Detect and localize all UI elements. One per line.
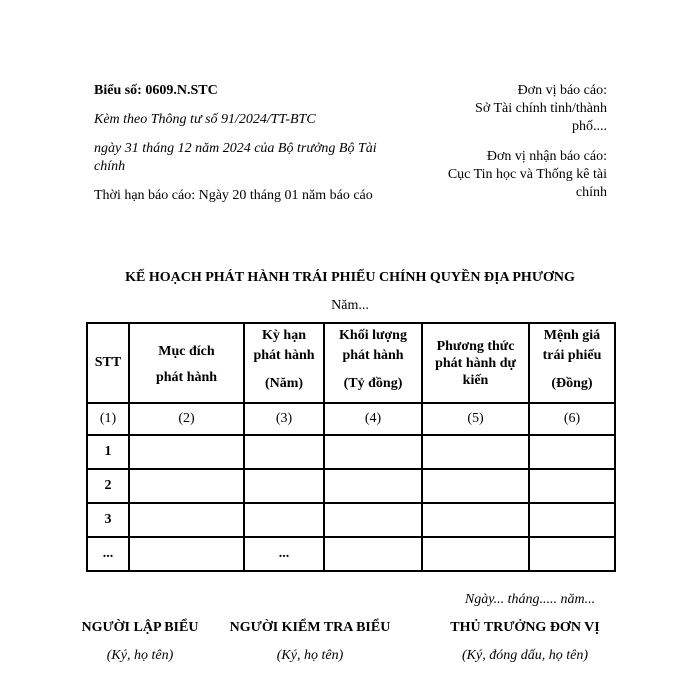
cell-volume[interactable] xyxy=(324,503,422,537)
header-purpose: Mục đích phát hành xyxy=(129,323,244,403)
signer-preparer-note: (Ký, họ tên) xyxy=(106,648,174,663)
header-par-value: Mệnh giá trái phiếu (Đồng) xyxy=(529,323,615,403)
circular-date: ngày 31 tháng 12 năm 2024 của Bộ trưởng Bộ Tài chính xyxy=(94,141,377,174)
column-number: (5) xyxy=(422,403,529,435)
column-number: (1) xyxy=(87,403,129,435)
table-row xyxy=(87,503,615,537)
cell-par-value[interactable] xyxy=(529,469,615,503)
header-volume: Khối lượng phát hành (Tỷ đồng) xyxy=(324,323,422,403)
cell-term[interactable]: ... xyxy=(244,537,324,571)
cell-term[interactable] xyxy=(244,435,324,469)
signer-checker-note: (Ký, họ tên) xyxy=(276,648,344,663)
cell-par-value[interactable] xyxy=(529,435,615,469)
column-number: (4) xyxy=(324,403,422,435)
column-number: (2) xyxy=(129,403,244,435)
cell-purpose[interactable] xyxy=(129,435,244,469)
header-method: Phương thức phát hành dự kiến xyxy=(422,323,529,403)
row-stt: 3 xyxy=(87,503,129,537)
cell-term[interactable] xyxy=(244,469,324,503)
cell-term[interactable] xyxy=(244,503,324,537)
receiving-unit: Cục Tin học và Thống kê tài chính xyxy=(447,167,607,200)
report-deadline: Thời hạn báo cáo: Ngày 20 tháng 01 năm báo cáo xyxy=(94,188,373,203)
cell-volume[interactable] xyxy=(324,435,422,469)
table-row xyxy=(87,537,615,571)
signer-head-of-unit: THỦ TRƯỞNG ĐƠN VỊ xyxy=(450,620,600,635)
cell-method[interactable] xyxy=(422,503,529,537)
column-number: (6) xyxy=(529,403,615,435)
document-year: Năm... xyxy=(331,298,369,313)
row-stt: 1 xyxy=(87,435,129,469)
signature-date: Ngày... tháng..... năm... xyxy=(464,592,596,607)
cell-purpose[interactable] xyxy=(129,537,244,571)
row-stt: 2 xyxy=(87,469,129,503)
signer-preparer: NGƯỜI LẬP BIỂU xyxy=(81,620,199,635)
form-header-right xyxy=(407,82,607,202)
cell-par-value[interactable] xyxy=(529,537,615,571)
cell-purpose[interactable] xyxy=(129,469,244,503)
cell-volume[interactable] xyxy=(324,537,422,571)
bond-issuance-table xyxy=(86,322,616,572)
cell-method[interactable] xyxy=(422,537,529,571)
signer-head-of-unit-note: (Ký, đóng dấu, họ tên) xyxy=(462,648,588,663)
form-number: Biểu số: 0609.N.STC xyxy=(94,83,218,98)
reporting-unit-label: Đơn vị báo cáo: xyxy=(517,83,607,98)
cell-purpose[interactable] xyxy=(129,503,244,537)
reporting-unit: Sở Tài chính tỉnh/thành phố.... xyxy=(475,101,607,134)
cell-volume[interactable] xyxy=(324,469,422,503)
cell-method[interactable] xyxy=(422,469,529,503)
column-number-row xyxy=(87,403,615,435)
receiving-unit-label: Đơn vị nhận báo cáo: xyxy=(486,149,607,164)
row-stt: ... xyxy=(87,537,129,571)
table-row xyxy=(87,435,615,469)
table-header-row xyxy=(87,323,615,403)
header-stt: STT xyxy=(87,323,129,403)
signer-checker: NGƯỜI KIỂM TRA BIỂU xyxy=(229,620,391,635)
circular-reference: Kèm theo Thông tư số 91/2024/TT-BTC xyxy=(94,112,316,127)
cell-par-value[interactable] xyxy=(529,503,615,537)
form-header-left xyxy=(94,82,394,205)
table-row xyxy=(87,469,615,503)
header-term: Kỳ hạn phát hành (Năm) xyxy=(244,323,324,403)
cell-method[interactable] xyxy=(422,435,529,469)
column-number: (3) xyxy=(244,403,324,435)
document-title: KẾ HOẠCH PHÁT HÀNH TRÁI PHIẾU CHÍNH QUYỀN ĐỊA PHƯƠNG xyxy=(125,270,575,285)
